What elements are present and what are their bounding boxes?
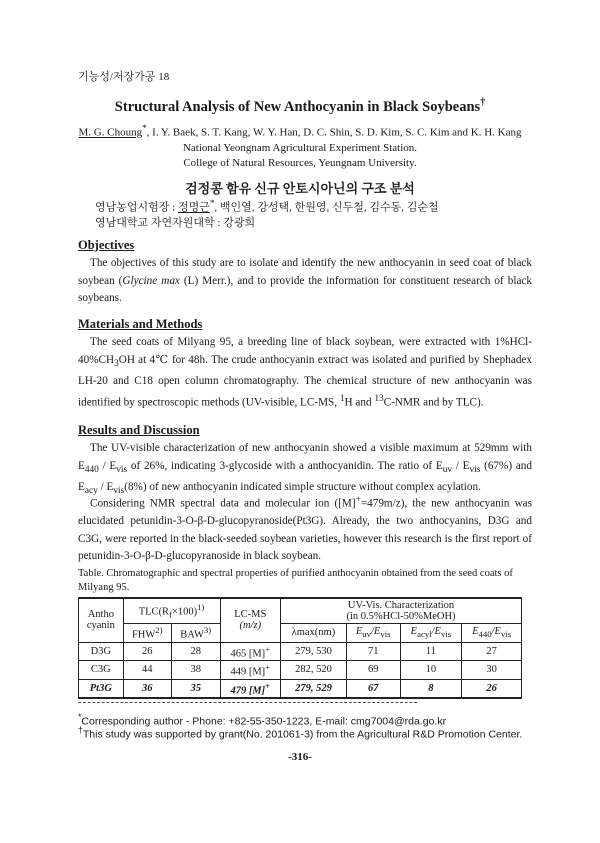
row-eacyl: 8	[400, 679, 462, 698]
header-euv-b: /E	[371, 626, 381, 638]
header-eacyl	[400, 624, 462, 643]
header-e440-e: E	[472, 626, 479, 638]
header-eacyl-e: E	[410, 626, 418, 638]
objectives-heading: Objectives	[78, 238, 135, 252]
results-p2-sup: +	[355, 495, 361, 505]
results-text-f: / E	[97, 481, 114, 494]
results-text-d: / E	[452, 459, 470, 472]
footnote-mark-2: †	[78, 725, 83, 735]
table-row	[79, 661, 522, 680]
row-fhw: 26	[123, 642, 171, 661]
corresponding-author: M. G. Choung	[78, 126, 143, 139]
species-name: Glycine max	[122, 274, 180, 287]
results-text-c: of 26%, indicating 3-glycoside with a anthocyanidin. The ratio of E	[127, 459, 443, 472]
row-lcms-sup: +	[265, 680, 271, 691]
objectives-paragraph	[78, 255, 532, 308]
results-sub-acy: acy	[84, 486, 98, 497]
methods-text-d: C-NMR and by TLC).	[383, 396, 484, 409]
header-tlc	[123, 598, 220, 624]
affiliation-2: College of Natural Resources, Yeungnam University.	[183, 156, 417, 169]
results-paragraph-2	[78, 492, 532, 566]
results-sub-vis-2: vis	[469, 464, 481, 475]
row-lmax: 279, 529	[281, 679, 347, 698]
row-lmax: 279, 530	[281, 642, 347, 661]
korean-author-mark: *	[209, 198, 215, 208]
header-eacyl-sub: acyl	[417, 629, 432, 640]
row-euv: 69	[346, 661, 400, 680]
header-tlc-sub: f	[169, 609, 172, 620]
header-mz: (m/z)	[239, 620, 262, 632]
header-e440-b: /E	[491, 626, 501, 638]
row-e440: 30	[462, 661, 522, 680]
row-name: C3G	[79, 661, 124, 680]
header-lmax: λmax(nm)	[281, 624, 347, 643]
row-lmax: 282, 520	[281, 661, 347, 680]
row-lcms-sup: +	[265, 662, 271, 672]
header-baw-sup: 3)	[203, 625, 212, 635]
header-uv-2: (in 0.5%HCl-50%MeOH)	[346, 611, 456, 622]
row-euv: 71	[346, 642, 400, 661]
header-eacyl-b: /E	[431, 626, 441, 638]
header-fhw-label: FHW	[131, 629, 156, 641]
results-sub-440: 440	[84, 464, 99, 475]
results-text-a: The UV-visible characterization of new anthocyanin showed a visible maximum at 529mm with E	[78, 442, 532, 472]
results-heading: Results and Discussion	[78, 423, 200, 437]
footnote-text-2: This study was supported by grant(No. 201061-3) from the Agricultural R&D Promotion Center.	[82, 728, 523, 741]
methods-sub: 3	[114, 358, 119, 369]
methods-sup-13: 13	[374, 393, 384, 404]
table-row	[79, 642, 522, 661]
header-fhw	[123, 624, 171, 643]
row-baw: 35	[171, 679, 220, 698]
methods-paragraph	[78, 334, 532, 412]
korean-co-authors: , 백인열, 강성택, 한원영, 신두철, 김수동, 김순철	[214, 201, 439, 214]
row-eacyl: 10	[400, 661, 462, 680]
korean-author-line	[95, 196, 439, 216]
title-text: Structural Analysis of New Anthocyanin in Black Soybeans	[114, 98, 481, 115]
row-lcms-value: 449 [M]	[230, 666, 266, 678]
results-sub-vis: vis	[116, 464, 128, 475]
korean-title: 검정콩 함유 신규 안토시아닌의 구조 분석	[185, 181, 415, 196]
row-name: Pt3G	[79, 679, 124, 698]
table-caption: Table. Chromatographic and spectral properties of purified anthocyanin obtained from the seed coats of Milyang 95.	[78, 568, 513, 593]
header-euv-sub: uv	[362, 629, 372, 640]
row-lcms-value: 479 [M]	[230, 685, 266, 696]
header-tlc-a: TLC(R	[138, 606, 170, 618]
header-e440-sub2: vis	[500, 629, 512, 640]
footnote-divider: -------------------------------------------------------------------------	[78, 696, 419, 708]
title-mark: †	[480, 97, 486, 108]
row-euv: 67	[346, 679, 400, 698]
footnote-funding	[78, 724, 522, 742]
methods-text-a: The seed coats of Milyang 95, a breeding line of black soybean, were extracted with 1%HCl-40%CH	[78, 336, 532, 366]
row-fhw: 36	[123, 679, 171, 698]
results-text-e: (67%) and E	[78, 459, 532, 494]
co-authors: , I. Y. Baek, S. T. Kang, W. Y. Han, D. C. Shin, S. D. Kim, S. C. Kim and K. H. Kang	[146, 126, 522, 139]
header-uv	[281, 598, 522, 624]
korean-corresponding-author: 정명근	[177, 201, 210, 214]
header-tlc-sup: 1)	[197, 602, 205, 613]
page-number: -316-	[288, 751, 312, 763]
header-anthocyanin	[79, 598, 124, 642]
row-lcms-value: 465 [M]	[230, 648, 266, 659]
results-sub-vis-3: vis	[113, 486, 125, 497]
page-header: 기능성/저장가공 18	[78, 71, 170, 83]
paper-title	[0, 97, 600, 116]
korean-affiliation-1: 영남농업시험장 :	[95, 201, 178, 214]
header-uv-1: UV-Vis. Characterization	[347, 600, 455, 611]
methods-text-c: H and	[344, 396, 375, 409]
header-cyanin: cyanin	[86, 620, 115, 632]
row-lcms-sup: +	[265, 643, 271, 654]
row-eacyl: 11	[400, 642, 462, 661]
methods-heading: Materials and Methods	[78, 317, 203, 331]
row-baw: 38	[171, 661, 220, 680]
header-tlc-b: ×100)	[172, 606, 198, 618]
header-lcms	[220, 598, 281, 642]
author-line	[0, 121, 600, 141]
results-text-g: (8%) of new anthocyanin indicated simple structure without complex acylation.	[124, 481, 481, 494]
header-baw-label: BAW	[180, 629, 204, 641]
row-fhw: 44	[123, 661, 171, 680]
header-baw	[171, 624, 220, 643]
header-e440-sub: 440	[478, 629, 492, 640]
korean-affiliation-2: 영남대학교 자연자원대학 : 강광희	[95, 216, 256, 229]
header-euv-sub2: vis	[380, 629, 391, 640]
objectives-text-a: The objectives of this study are to isolate and identify the new anthocyanin in seed coat of black soybean (	[78, 257, 532, 287]
results-text-b: / E	[98, 459, 117, 472]
row-e440: 26	[462, 679, 522, 698]
author-block	[0, 121, 600, 171]
table-header-row-2	[79, 624, 522, 643]
affiliation-1: National Yeongnam Agricultural Experiment Station.	[182, 141, 418, 154]
table-header-row-1	[79, 598, 522, 624]
header-euv-e: E	[355, 626, 363, 638]
header-eacyl-sub2: vis	[440, 629, 452, 640]
results-sub-uv: uv	[442, 464, 453, 475]
korean-author-block	[95, 196, 439, 231]
row-lcms	[220, 642, 281, 661]
row-name: D3G	[79, 642, 124, 661]
row-baw: 28	[171, 642, 220, 661]
footnote-mark-1: *	[78, 712, 82, 722]
row-lcms	[220, 661, 281, 680]
objectives-text-b: (L) Merr.), and to provide the information for constituent research of black soybeans.	[78, 274, 532, 304]
anthocyanin-table	[78, 597, 522, 699]
results-p2-text-a: Considering NMR spectral data and molecular ion ([M]	[90, 497, 356, 510]
header-fhw-sup: 2)	[155, 625, 163, 635]
methods-text-b: OH at 4℃ for 48h. The crude anthocyanin extract was isolated and purified by Shephadex LH-20 and C18 open column chromatography. The chemical structure of new anthocyanin was identified by spectroscopic methods (UV-visible, LC-MS,	[78, 353, 532, 409]
header-lcms-label: LC-MS	[234, 609, 267, 621]
header-euv	[346, 624, 400, 643]
results-p2-text-b: =479m/z), the new anthocyanin was elucidated petunidin-3-O-β-D-glucopyranoside(Pt3G). Already, the two anthocyanins, D3G and C3G, were reported in the black-seeded soybean varieties, however this research is the first report of petunidin-3-O-β-D-glucopyranoside in black soybean.	[78, 497, 532, 563]
header-e440	[462, 624, 522, 643]
row-e440: 27	[462, 642, 522, 661]
methods-sup-1: 1	[339, 393, 345, 404]
header-antho: Antho	[87, 609, 114, 621]
footnote-text-1: Corresponding author - Phone: +82-55-350-1223, E-mail: cmg7004@rda.go.kr	[81, 715, 447, 728]
author-mark: *	[142, 123, 147, 133]
